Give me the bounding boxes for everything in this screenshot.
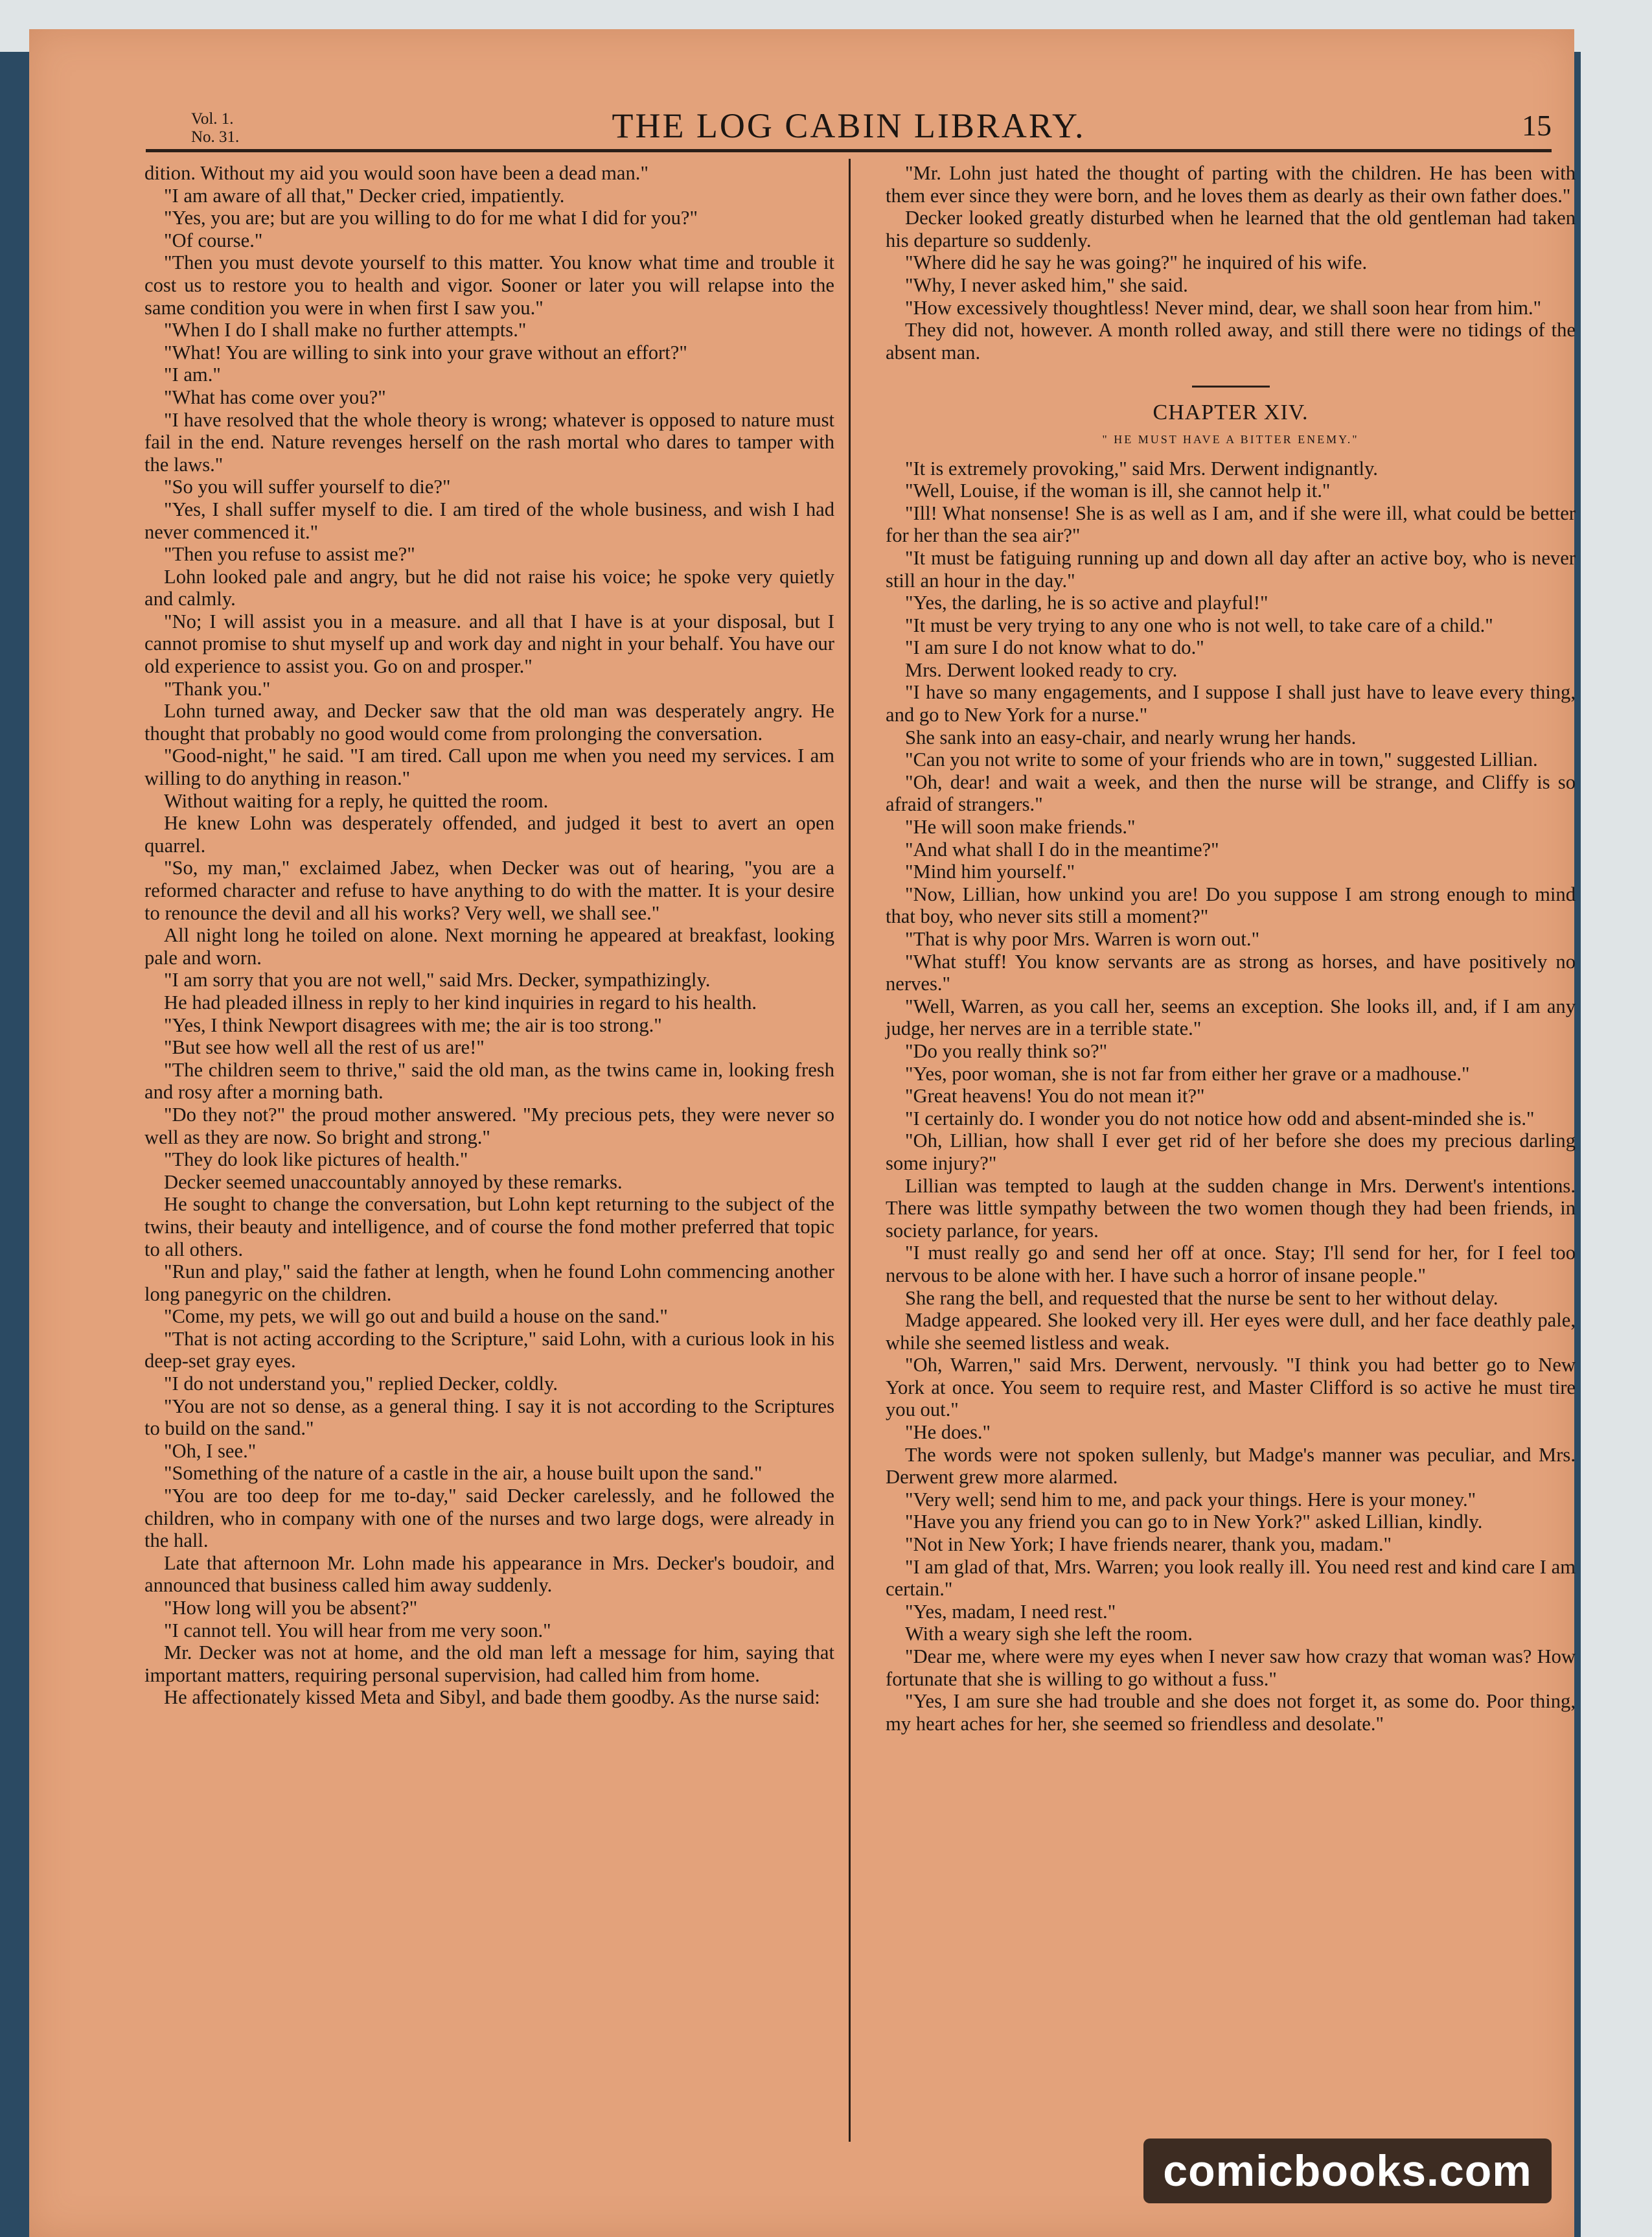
paragraph: "Good-night," he said. "I am tired. Call upon me when you need my services. I am willing to do anything in reason." [144, 745, 834, 790]
paragraph: "That is why poor Mrs. Warren is worn out." [905, 928, 1260, 950]
paragraph: "Yes, I think Newport disagrees with me; the air is too strong." [164, 1014, 662, 1036]
paragraph: "You are not so dense, as a general thing. I say it is not according to the Scriptures to build on the sand." [144, 1395, 834, 1440]
paragraph: "Dear me, where were my eyes when I never saw how crazy that woman was? How fortunate that she is willing to go without a fuss." [886, 1645, 1576, 1690]
paragraph: "The children seem to thrive," said the old man, as the twins came in, looking fresh and rosy after a morning bath. [144, 1058, 834, 1104]
paragraph: "Run and play," said the father at length, when he found Lohn commencing another long panegyric on the children. [144, 1260, 834, 1305]
paragraph: "Why, I never asked him," she said. [905, 273, 1188, 296]
paragraph: "Yes, I am sure she had trouble and she does not forget it, as some do. Poor thing, my heart aches for her, she seemed so friendless and desolate." [886, 1690, 1576, 1735]
paragraph: "That is not acting according to the Scripture," said Lohn, with a curious look in his deep-set gray eyes. [144, 1327, 834, 1373]
paragraph: "So, my man," exclaimed Jabez, when Decker was out of hearing, "you are a reformed character and refuse to have anything to do with the matter. It is your desire to renounce the devil and all his works? Very well, we shall see." [144, 857, 834, 924]
page-header [146, 62, 1552, 146]
paragraph: "I am sorry that you are not well," said Mrs. Decker, sympathizingly. [164, 969, 711, 991]
paragraph: All night long he toiled on alone. Next morning he appeared at breakfast, looking pale and worn. [144, 924, 834, 969]
paragraph: "Not in New York; I have friends nearer, thank you, madam." [905, 1533, 1392, 1556]
paragraph: Lillian was tempted to laugh at the sudden change in Mrs. Derwent's intentions. There was little sympathy between the two women though they had been friends, in society parlance, for years. [886, 1174, 1576, 1242]
paragraph: "How excessively thoughtless! Never mind, dear, we shall soon hear from him." [905, 296, 1542, 319]
paragraph: "Mr. Lohn just hated the thought of parting with the children. He has been with them ever since they were born, and he loves them as dearly as their own father does." [886, 162, 1576, 207]
paragraph: "I have so many engagements, and I suppose I shall just have to leave every thing, and go to New York for a nurse." [886, 681, 1576, 726]
paragraph: The words were not spoken sullenly, but Madge's manner was peculiar, and Mrs. Derwent grew more alarmed. [886, 1443, 1576, 1489]
paragraph: "Very well; send him to me, and pack your things. Here is your money." [905, 1488, 1476, 1511]
paragraph: "Can you not write to some of your friends who are in town," suggested Lillian. [905, 748, 1538, 771]
watermark-logo: comicbooks.com [1143, 2138, 1552, 2203]
paragraph: "Come, my pets, we will go out and build a house on the sand." [164, 1305, 668, 1328]
paragraph: "They do look like pictures of health." [164, 1148, 468, 1171]
paragraph: "He does." [905, 1421, 991, 1444]
paragraph: "How long will you be absent?" [164, 1597, 418, 1619]
paragraph: "Oh, Lillian, how shall I ever get rid of her before she does my precious darling some injury?" [886, 1130, 1576, 1174]
paragraph: "Yes, you are; but are you willing to do for me what I did for you?" [164, 207, 698, 229]
issue-number: No. 31. [191, 128, 240, 146]
paragraph: "Oh, dear! and wait a week, and then the nurse will be strange, and Cliffy is so afraid of strangers." [886, 771, 1576, 816]
paragraph: They did not, however. A month rolled away, and still there were no tidings of the absent man. [886, 319, 1576, 364]
paragraph: "It must be very trying to any one who is not well, to take care of a child." [905, 614, 1493, 636]
paragraph: "I have resolved that the whole theory is wrong; whatever is opposed to nature must fail in the end. Nature revenges herself on the rash mortal who dares to tamper with the laws." [144, 408, 834, 476]
paragraph: "I cannot tell. You will hear from me very soon." [164, 1619, 551, 1641]
paragraph: "Well, Warren, as you call her, seems an exception. She looks ill, and, if I am any judge, her nerves are in a terrible state." [886, 995, 1576, 1040]
right-column [886, 162, 1576, 1735]
paragraph: "It is extremely provoking," said Mrs. Derwent indignantly. [905, 457, 1378, 480]
paragraph: "Great heavens! You do not mean it?" [905, 1085, 1205, 1107]
paragraph: "When I do I shall make no further attempts." [164, 319, 527, 342]
chapter-subtitle: " HE MUST HAVE A BITTER ENEMY." [1102, 432, 1359, 446]
paragraph: "I am aware of all that," Decker cried, impatiently. [164, 184, 565, 207]
chapter-divider [1192, 386, 1270, 388]
paragraph: He affectionately kissed Meta and Sibyl, and bade them goodby. As the nurse said: [164, 1686, 820, 1709]
left-column [144, 162, 834, 1709]
paragraph: "Something of the nature of a castle in the air, a house built upon the sand." [164, 1462, 763, 1485]
paragraph: "Of course." [164, 229, 263, 251]
paragraph: "Yes, poor woman, she is not far from either her grave or a madhouse." [905, 1062, 1470, 1085]
paragraph: Madge appeared. She looked very ill. Her eyes were dull, and her face deathly pale, while she seemed listless and weak. [886, 1309, 1576, 1354]
paragraph: Lohn looked pale and angry, but he did not raise his voice; he spoke very quietly and calmly. [144, 565, 834, 610]
volume-number: Vol. 1. [191, 110, 234, 128]
paragraph: "Have you any friend you can go to in New York?" asked Lillian, kindly. [905, 1511, 1483, 1533]
paragraph: "I am sure I do not know what to do." [905, 636, 1204, 659]
paragraph: "Now, Lillian, how unkind you are! Do you suppose I am strong enough to mind that boy, who never sits still a moment?" [886, 883, 1576, 928]
paragraph: He had pleaded illness in reply to her kind inquiries in regard to his health. [164, 991, 757, 1014]
paragraph: He sought to change the conversation, but Lohn kept returning to the subject of the twins, their beauty and intelligence, and of course the fond mother preferred that topic to all others. [144, 1193, 834, 1260]
paragraph: "Then you refuse to assist me?" [164, 543, 415, 566]
paragraph: "What has come over you?" [164, 386, 386, 408]
page-number: 15 [1522, 109, 1552, 142]
scan-background-right [1581, 0, 1652, 2237]
paragraph: "Yes, I shall suffer myself to die. I am tired of the whole business, and wish I had never commenced it." [144, 498, 834, 543]
paragraph: "Do they not?" the proud mother answered. "My precious pets, they were never so well as they are now. So bright and strong." [144, 1103, 834, 1148]
paragraph: "Oh, Warren," said Mrs. Derwent, nervously. "I think you had better go to New York at once. You seem to require rest, and Master Clifford is so active he must tire you out." [886, 1354, 1576, 1421]
chapter-body-text [886, 458, 1576, 1735]
paragraph: She sank into an easy-chair, and nearly wrung her hands. [905, 726, 1357, 748]
paragraph: "I certainly do. I wonder you do not notice how odd and absent-minded she is." [905, 1107, 1535, 1130]
paragraph: "So you will suffer yourself to die?" [164, 476, 451, 498]
paragraph: "Thank you." [164, 677, 271, 700]
paragraph: With a weary sigh she left the room. [905, 1623, 1193, 1645]
right-column-top-text [886, 162, 1576, 364]
paragraph: dition. Without my aid you would soon have been a dead man." [144, 162, 648, 184]
paragraph: "What stuff! You know servants are as strong as horses, and have positively no nerves." [886, 950, 1576, 995]
paragraph: "Then you must devote yourself to this matter. You know what time and trouble it cost us to restore you to health and vigor. Sooner or later you will relapse into the same condition you were in when first I saw you." [144, 251, 834, 319]
column-divider [849, 159, 851, 2142]
paragraph: "It must be fatiguing running up and down all day after an active boy, who is never still an hour in the day." [886, 546, 1576, 592]
paragraph: Decker looked greatly disturbed when he learned that the old gentleman had taken his departure so suddenly. [886, 207, 1576, 251]
paragraph: "He will soon make friends." [905, 816, 1136, 839]
paragraph: "Yes, madam, I need rest." [905, 1600, 1116, 1623]
paragraph: Mr. Decker was not at home, and the old man left a message for him, saying that important matters, requiring personal supervision, had called him from home. [144, 1641, 834, 1686]
publication-title: THE LOG CABIN LIBRARY. [612, 106, 1086, 145]
paragraph: "Do you really think so?" [905, 1039, 1108, 1062]
paragraph: "You are too deep for me to-day," said Decker carelessly, and he followed the children, who in company with one of the nurses and two large dogs, were already in the hall. [144, 1485, 834, 1552]
paragraph: "Yes, the darling, he is so active and playful!" [905, 592, 1268, 614]
paragraph: Decker seemed unaccountably annoyed by these remarks. [164, 1170, 623, 1193]
paragraph: "I do not understand you," replied Decker, coldly. [164, 1373, 558, 1395]
magazine-page [29, 29, 1574, 2237]
header-rule [146, 149, 1552, 152]
paragraph: "What! You are willing to sink into your grave without an effort?" [164, 341, 687, 364]
paragraph: Mrs. Derwent looked ready to cry. [905, 658, 1178, 681]
paragraph: "I am glad of that, Mrs. Warren; you look really ill. You need rest and kind care I am certain." [886, 1555, 1576, 1601]
paragraph: "Ill! What nonsense! She is as well as I am, and if she were ill, what could be better for her than the sea air?" [886, 502, 1576, 547]
paragraph: "I must really go and send her off at once. Stay; I'll send for her, for I feel too nervous to be alone with her. I have such a horror of insane people." [886, 1242, 1576, 1286]
paragraph: "Well, Louise, if the woman is ill, she cannot help it." [905, 480, 1331, 502]
paragraph: "And what shall I do in the meantime?" [905, 838, 1219, 861]
paragraph: Late that afternoon Mr. Lohn made his appearance in Mrs. Decker's boudoir, and announced that business called him away suddenly. [144, 1551, 834, 1597]
paragraph: "I am." [164, 364, 221, 386]
paragraph: "But see how well all the rest of us are!" [164, 1036, 485, 1059]
paragraph: "Oh, I see." [164, 1439, 257, 1462]
paragraph: Without waiting for a reply, he quitted the room. [164, 789, 549, 812]
paragraph: He knew Lohn was desperately offended, and judged it best to avert an open quarrel. [144, 812, 834, 857]
paragraph: She rang the bell, and requested that the nurse be sent to her without delay. [905, 1286, 1498, 1309]
paragraph: "Mind him yourself." [905, 861, 1075, 883]
paragraph: Lohn turned away, and Decker saw that the old man was desperately angry. He thought that probably no good would come from prolonging the conversation. [144, 700, 834, 745]
chapter-title: CHAPTER XIV. [1153, 400, 1309, 425]
paragraph: "Where did he say he was going?" he inquired of his wife. [905, 251, 1368, 274]
paragraph: "No; I will assist you in a measure. and all that I have is at your disposal, but I cannot promise to shut myself up and work day and night in your behalf. You have our old experience to assist you. Go on and prosper." [144, 610, 834, 678]
